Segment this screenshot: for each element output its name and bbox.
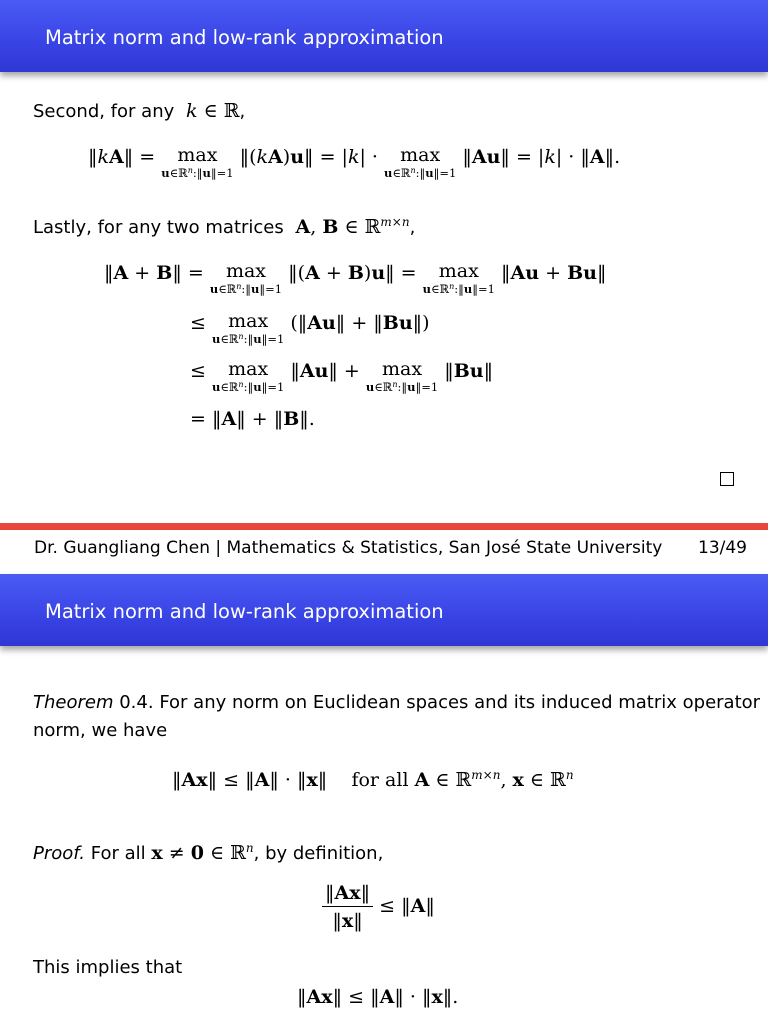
equation-conclusion: ‖Ax‖ ≤ ‖A‖ · ‖x‖. <box>297 986 459 1008</box>
proof-text-1: For all <box>90 843 146 864</box>
slide1-header-title: Matrix norm and low-rank approximation <box>45 26 444 49</box>
equation-triangle-line4: = ‖A‖ + ‖B‖. <box>190 408 315 430</box>
max-operator: max u∈ℝ$^n$:‖u‖=1 <box>422 260 495 296</box>
intro-tail: , <box>239 101 246 122</box>
slide1-header-bar <box>0 0 768 72</box>
footer-rule <box>0 523 768 530</box>
proof-line <box>33 842 383 864</box>
equation-triangle-line2: ≤ max u∈ℝ$^n$:‖u‖=1 (‖Au‖ + ‖Bu‖) <box>190 310 430 346</box>
x-nonzero: x ≠ 0 ∈ ℝ$^n$ <box>151 841 254 864</box>
equation-triangle-line3: ≤ max u∈ℝ$^n$:‖u‖=1 ‖Au‖ + max u∈ℝ$^n$:‖u‖=1 ‖Bu‖ <box>190 358 494 394</box>
matrices-AB: A, B ∈ ℝ$^{m\times n}$ <box>295 215 410 238</box>
max-operator: max u∈ℝ$^n$:‖u‖=1 <box>211 310 285 346</box>
implies-line <box>33 957 182 978</box>
equation-scalar-homogeneity: ‖kA‖ = max u∈ℝ$^n$:‖u‖=1 ‖(kA)u‖ = |k| · max u∈ℝ$^n$:‖u‖=1 ‖Au‖ = |k| · ‖A‖. <box>88 144 621 180</box>
theorem-number: 0.4. <box>119 692 154 713</box>
theorem-text-2: norm, we have <box>33 720 168 741</box>
page-number: 13/49 <box>698 538 747 558</box>
proof-text-2: , by definition, <box>253 843 384 864</box>
equation-submultiplicative: ‖Ax‖ ≤ ‖A‖ · ‖x‖ for all A ∈ ℝ$^{m\times n}$, x ∈ ℝ$^n$ <box>172 768 574 791</box>
max-operator: max u∈ℝ$^n$:‖u‖=1 <box>384 144 457 180</box>
footer-author: Dr. Guangliang Chen | Mathematics & Statistics, San José State University <box>34 538 663 558</box>
theorem-line-1 <box>33 692 760 713</box>
intro-text: Second, for any <box>33 101 175 122</box>
fraction: $\frac{‖Ax‖}{‖x‖}$ <box>322 882 373 932</box>
theorem-text: For any norm on Euclidean spaces and its induced matrix operator <box>159 692 761 713</box>
equation-triangle-line1: ‖A + B‖ = max u∈ℝ$^n$:‖u‖=1 ‖(A + B)u‖ = max u∈ℝ$^n$:‖u‖=1 ‖Au + Bu‖ <box>104 260 607 296</box>
slide1-intro-line <box>33 100 245 122</box>
qed-square-icon <box>720 472 734 486</box>
theorem-label: Theorem <box>33 692 114 713</box>
proof-label: Proof. <box>33 843 86 864</box>
max-operator: max u∈ℝ$^n$:‖u‖=1 <box>365 358 439 394</box>
for-all-text: for all <box>351 769 409 791</box>
slide1-lastly-line: Lastly, for any two matrices A, B ∈ ℝ$^{m\times n}$, <box>33 215 416 238</box>
in-reals: ∈ ℝ <box>197 100 240 122</box>
k-in-r: k <box>179 100 198 122</box>
slide2-header-title: Matrix norm and low-rank approximation <box>45 600 444 623</box>
theorem-line-2 <box>33 720 167 741</box>
implies-text: This implies that <box>33 957 183 978</box>
max-operator: max u∈ℝ$^n$:‖u‖=1 <box>211 358 285 394</box>
slide2-header-bar <box>0 574 768 646</box>
equation-ratio: $\frac{‖Ax‖}{‖x‖}$ ≤ ‖A‖ <box>322 882 435 932</box>
lastly-text: Lastly, for any two matrices <box>33 217 284 238</box>
max-operator: max u∈ℝ$^n$:‖u‖=1 <box>161 144 234 180</box>
max-operator: max u∈ℝ$^n$:‖u‖=1 <box>209 260 283 296</box>
